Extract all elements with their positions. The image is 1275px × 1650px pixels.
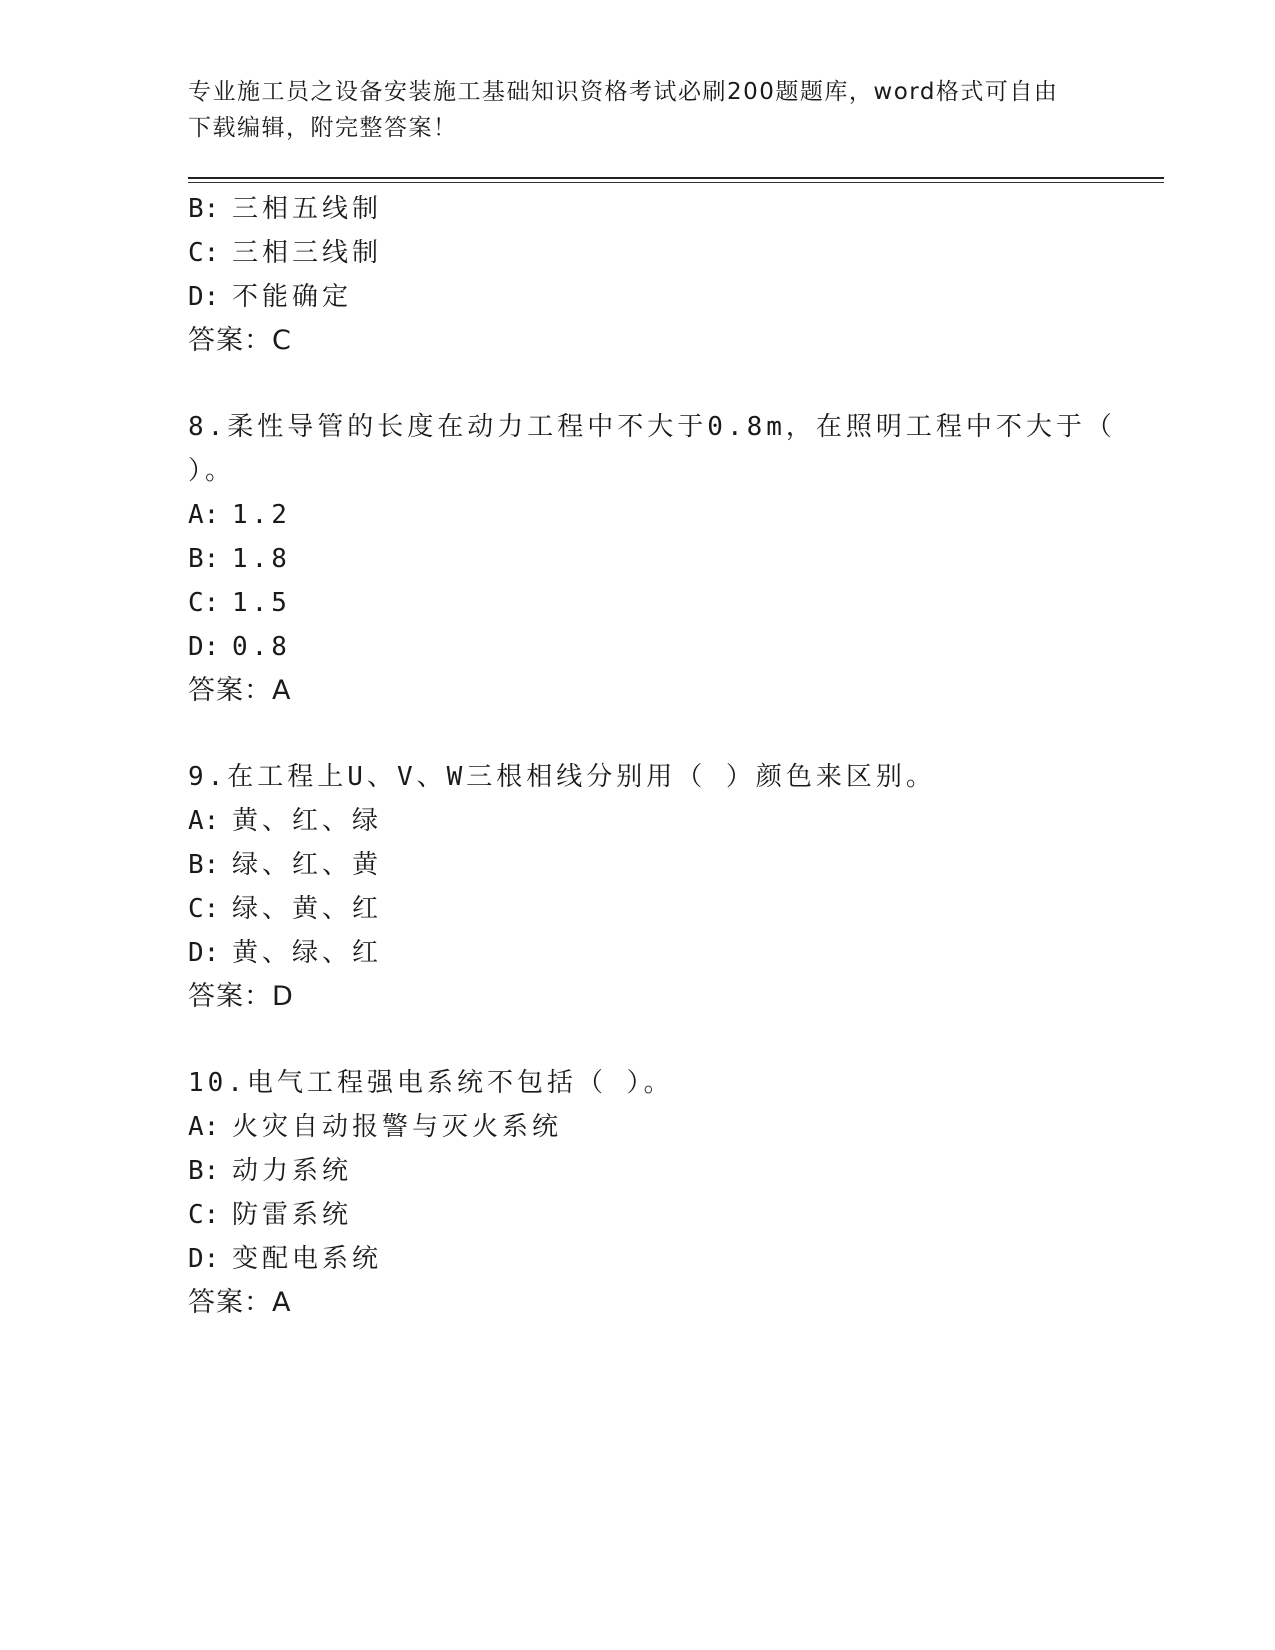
header-line-2: 下载编辑，附完整答案！ [188,115,458,141]
option-text: 绿、红、黄 [232,850,383,880]
answer-line: 答案：A [188,1287,292,1318]
option-label: C: [188,1200,220,1230]
option-a [188,804,382,838]
option-text: 三相三线制 [232,238,383,268]
header-rule-thin [188,182,1164,183]
option-label: D: [188,1244,220,1274]
option-text: 变配电系统 [232,1244,383,1274]
option-label: C: [188,588,220,618]
answer-line: 答案：A [188,675,292,706]
question-8-stem: 8.柔性导管的长度在动力工程中不大于0.8m，在照明工程中不大于（ [188,412,1116,442]
option-d [188,1242,382,1276]
option-a [188,1110,562,1144]
option-text: 黄、绿、红 [232,938,383,968]
option-c [188,236,382,270]
option-d [188,280,352,314]
option-label: C: [188,238,220,268]
option-label: B: [188,850,220,880]
option-b [188,192,382,226]
option-b [188,1154,352,1188]
option-text: 绿、黄、红 [232,894,383,924]
option-text: 0.8 [232,632,291,662]
question-10-stem: 10.电气工程强电系统不包括（ ）。 [188,1068,674,1098]
option-a [188,498,291,532]
header-rule-thick [188,177,1164,179]
option-label: A: [188,1112,220,1142]
option-text: 三相五线制 [232,194,383,224]
option-label: A: [188,500,220,530]
option-c [188,586,291,620]
document-header [188,74,1088,146]
answer-line: 答案：D [188,981,294,1012]
option-label: D: [188,282,220,312]
question-9-stem: 9.在工程上U、V、W三根相线分别用（ ）颜色来区别。 [188,762,936,792]
option-text: 防雷系统 [232,1200,353,1230]
option-label: B: [188,544,220,574]
option-label: B: [188,194,220,224]
option-c [188,1198,352,1232]
option-text: 1.2 [232,500,291,530]
option-b [188,542,291,576]
option-b [188,848,382,882]
option-text: 动力系统 [232,1156,353,1186]
option-text: 黄、红、绿 [232,806,383,836]
header-line-1: 专业施工员之设备安装施工基础知识资格考试必刷200题题库，word格式可自由 [188,79,1059,105]
option-label: D: [188,632,220,662]
answer-line: 答案：C [188,325,292,356]
option-d [188,936,382,970]
option-c [188,892,382,926]
option-label: B: [188,1156,220,1186]
option-label: A: [188,806,220,836]
question-8-stem-cont: ）。 [188,456,236,486]
option-label: D: [188,938,220,968]
option-text: 不能确定 [232,282,353,312]
option-text: 火灾自动报警与灭火系统 [232,1112,563,1142]
option-text: 1.5 [232,588,291,618]
option-d [188,630,291,664]
option-label: C: [188,894,220,924]
option-text: 1.8 [232,544,291,574]
